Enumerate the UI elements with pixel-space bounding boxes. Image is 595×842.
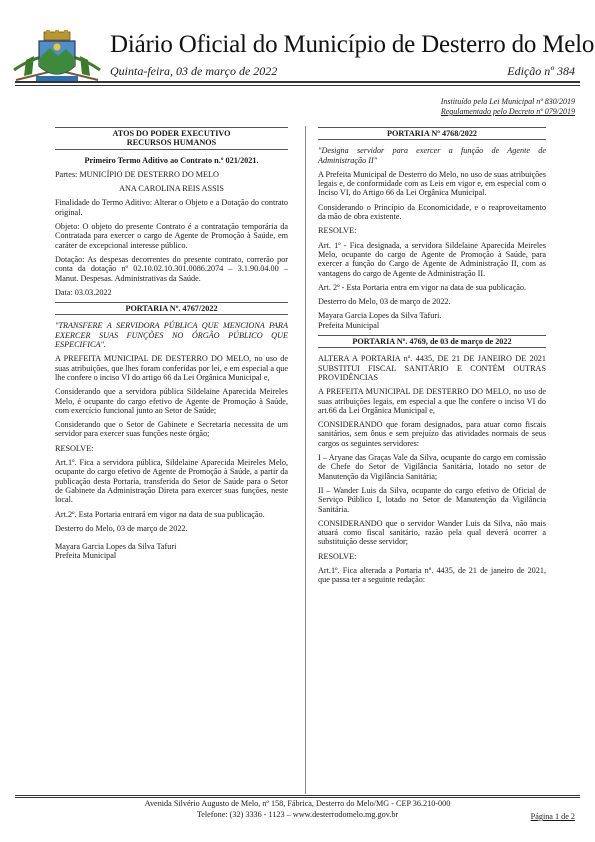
portaria-4768-heading — [318, 127, 546, 140]
contract-object: Objeto: O objeto do presente Contrato é a contratação temporária da Contratada para exercer o cargo de Agente de Promoção à Saúde, em caráter de excepcional interesse público. — [55, 222, 288, 250]
publication-date: Quinta-feira, 03 de março de 2022 — [110, 64, 278, 78]
portaria-4768-art2: Art. 2º - Esta Portaria entra em vigor na data de sua publicação. — [318, 282, 527, 292]
footer-address: Avenida Silvério Augusto de Melo, nº 158, Fábrica, Desterro do Melo/MG - CEP 36.210-000 — [144, 799, 451, 808]
signer-name: Mayara Garcia Lopes da Silva Tafuri — [55, 542, 177, 552]
portaria-4769-considerando-2: CONSIDERANDO que o servidor Wander Luis da Silva, não mais atuará como fiscal sanitário, razão pela qual deverá ocorrer a substituição desse servidor; — [318, 518, 546, 547]
portaria-4767-considerando-2: Considerando que o Setor de Gabinete e Secretaria necessita de um servidor para exercer suas funções neste órgão; — [55, 420, 288, 439]
portaria-4769-item-1: I – Aryane das Graças Vale da Silva, ocupante do cargo em comissão de Chefe do Setor de Vigilância Sanitária, lotado no setor de Manutenção da Vigilância Sanitária; — [318, 453, 546, 481]
portaria-4768-place-date: Desterro do Melo, 03 de março de 2022. — [318, 297, 451, 307]
header-divider — [15, 81, 580, 86]
portaria-4769-ementa: ALTERA A PORTARIA nº. 4435, DE 21 DE JANEIRO DE 2021 SUBSTITUI FISCAL SANITÁRIO E CONTÉM OUTRAS PROVIDÊNCIAS — [318, 354, 546, 382]
portaria-4767-intro: A PREFEITA MUNICIPAL DE DESTERRO DO MELO, no uso de suas atribuições, que lhes foram conferidas por lei, e em especial a que lhe confere o inciso VI do artigo 66 da Lei Orgânica Municipal e, — [55, 354, 288, 382]
signer-role: Prefeita Municipal — [55, 551, 117, 561]
gazette-title: Diário Oficial do Município de Desterro do Melo — [110, 31, 595, 58]
portaria-4767-art2: Art.2º. Esta Portaria entrará em vigor na data de sua publicação. — [55, 509, 265, 519]
portaria-4768-intro: A Prefeita Municipal de Desterro do Melo, no uso de suas atribuições legais e, de conformidade com as Leis em vigor e, em especial com o Inciso VI, do Artigo 66 da Lei Orgânica Municipal. — [318, 169, 546, 198]
edition-number: Edição nº 384 — [507, 64, 575, 78]
portaria-4768-title: PORTARIA Nº 4768/2022 — [386, 129, 478, 138]
portaria-4767-resolve: RESOLVE: — [55, 443, 94, 453]
portaria-4768-signer-name: Mayara Garcia Lopes da Silva Tafuri. — [318, 311, 442, 321]
portaria-4767-considerando-1: Considerando que a servidora pública Sildelaine Aparecida Meireles Melo, é ocupante do cargo efetivo de Agente de Promoção à Saúde, com exercício funcional junto ao Setor de Saúde; — [55, 387, 288, 415]
contract-purpose: Finalidade do Termo Aditivo: Alterar o Objeto e a Dotação do contrato original. — [55, 198, 288, 217]
municipal-coat-of-arms-icon — [12, 30, 102, 88]
section-heading-line2: RECURSOS HUMANOS — [126, 138, 217, 148]
section-heading — [55, 127, 288, 150]
portaria-4769-item-2: II – Wander Luis da Silva, ocupante do cargo efetivo de Oficial de Serviço Público I, lotado no Setor de Manutenção da Vigilância Sanitária. — [318, 485, 546, 514]
portaria-4769-intro: A PREFEITA MUNICIPAL DE DESTERRO DO MELO, no uso de suas atribuições legais, em especial a que lhe confere o inciso VI do art.66 da Lei Orgânica Municipal e, — [318, 387, 546, 415]
regulation-decree: Regulamentado pelo Decreto nº 079/2019 — [440, 107, 575, 116]
portaria-4768-ementa: "Designa servidor para exercer a função de Agente de Administração II" — [318, 146, 546, 165]
portaria-4767-title: PORTARIA Nº. 4767/2022 — [125, 304, 218, 314]
left-column — [55, 127, 288, 566]
portaria-4769-resolve: RESOLVE: — [318, 551, 357, 561]
contract-party-name: ANA CAROLINA REIS ASSIS — [119, 184, 224, 194]
contract-title: Primeiro Termo Aditivo ao Contrato n.º 021/2021. — [84, 155, 259, 165]
section-heading-line1: ATOS DO PODER EXECUTIVO — [112, 129, 231, 138]
portaria-4767-heading — [55, 302, 288, 315]
portaria-4768-art1: Art. 1º - Fica designada, a servidora Sildelaine Aparecida Meireles Melo, ocupante do cargo de Agente de Promoção à Saúde, para exercer a função do Cargo de Agente de Administração II, com as vantagens do cargo de Agente de Administração II. — [318, 240, 546, 278]
portaria-4769-considerando-1: CONSIDERANDO que foram designados, para atuar como fiscais sanitários, sem ônus e sem prejuízo das atividades normais de seus cargos os seguintes servidores: — [318, 420, 546, 448]
institution-law: Instituído pela Lei Municipal nº 830/2019 — [440, 97, 575, 106]
portaria-4769-heading — [318, 335, 546, 348]
portaria-4768-signer-role: Prefeita Municipal — [318, 320, 380, 330]
contract-date: Data: 03.03.2022 — [55, 287, 112, 297]
page-number: Página 1 de 2 — [530, 812, 575, 821]
footer-divider — [15, 795, 580, 798]
portaria-4767-ementa: "TRANSFERE A SERVIDORA PÚBLICA QUE MENCIONA PARA EXERCER SUAS FUNÇÕES NO ÓRGÃO PÚBLICO QUE ESPECIFICA". — [55, 321, 288, 350]
contract-parties: Partes: MUNICÍPIO DE DESTERRO DO MELO — [55, 169, 219, 179]
portaria-4767-place-date: Desterro do Melo, 03 de março de 2022. — [55, 523, 188, 533]
portaria-4768-resolve: RESOLVE: — [318, 226, 357, 236]
portaria-4768-considerando: Considerando o Princípio da Economicidade, e o reaproveitamento da mão de obra existente. — [318, 202, 546, 222]
portaria-4769-art1: Art.1º. Fica alterada a Portaria nº. 4435, de 21 de janeiro de 2021, que passa ter a seguinte redação: — [318, 565, 546, 585]
contract-budget: Dotação: As despesas decorrentes do presente contrato, correrão por conta da dotação nº 02.10.02.10.301.0086.2074 – 3.1.90.04.00 – Manut. Despesas. Administrativas da Saúde. — [55, 254, 288, 283]
portaria-4767-art1: Art.1º. Fica a servidora pública, Sildelaine Aparecida Meireles Melo, ocupante do cargo efetivo de Agente de Promoção à Saúde, a partir da publicação desta Portaria, transferida do Setor de Saúde para o Setor de Gabinete da Administração Direta para exercer suas funções, neste local. — [55, 458, 288, 505]
right-column — [318, 127, 546, 590]
column-divider — [305, 126, 306, 794]
footer-contact: Telefone: (32) 3336 - 1123 – www.desterrodomelo.mg.gov.br — [196, 810, 399, 819]
portaria-4769-title: PORTARIA Nº. 4769, de 03 de março de 2022 — [352, 337, 512, 347]
